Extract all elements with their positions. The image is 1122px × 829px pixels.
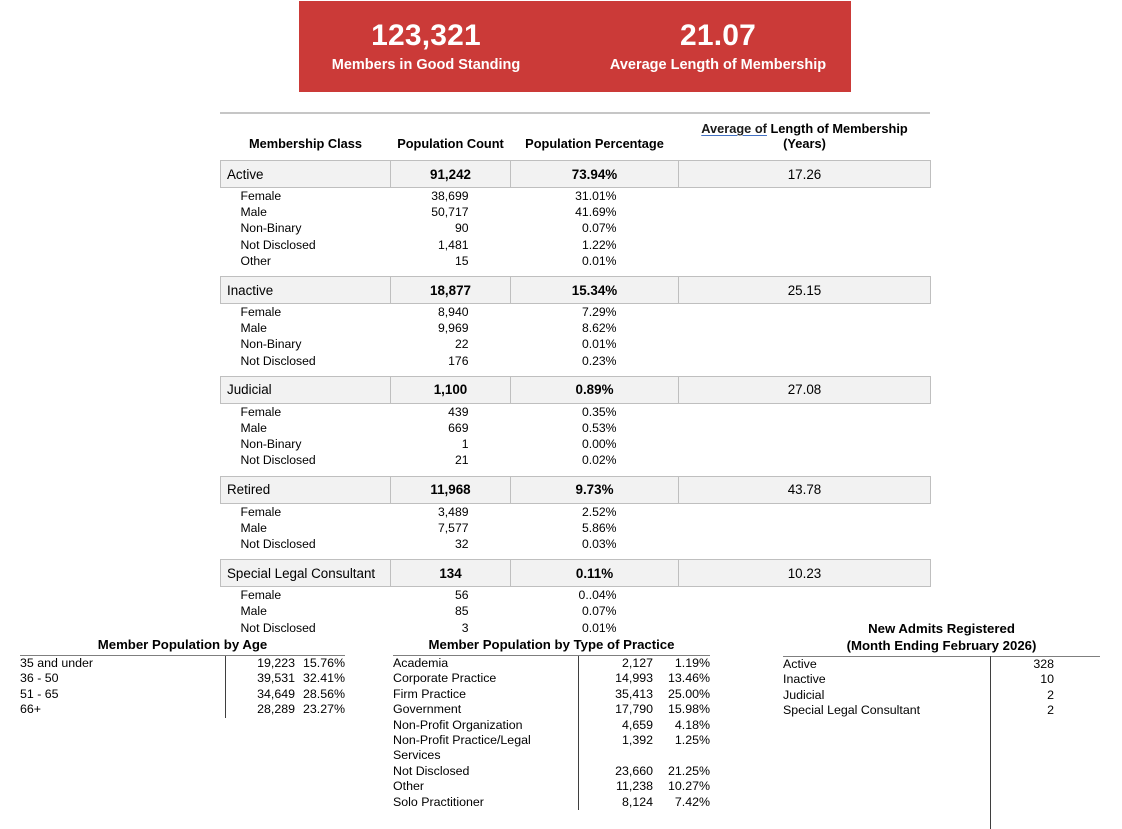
panel-row[interactable] <box>393 718 710 733</box>
panel-admits-title-line2: (Month Ending February 2026) <box>846 638 1037 653</box>
panel-row-label: Special Legal Consultant <box>783 703 921 718</box>
cell-population-percentage: 15.34% <box>511 277 679 304</box>
table-sub-row[interactable] <box>221 436 931 452</box>
cell-gender-percentage: 7.29% <box>511 304 679 321</box>
panel-row-percentage: 13.46% <box>667 671 710 686</box>
panel-row-count: 28,289 <box>225 702 295 717</box>
cell-gender-count: 7,577 <box>391 520 511 536</box>
panel-row-label: 36 - 50 <box>20 671 59 686</box>
table-sub-row[interactable] <box>221 603 931 619</box>
panel-new-admits-registered <box>783 620 1100 719</box>
panel-row-label: Non-Profit Organization <box>393 717 523 732</box>
panel-row-count: 10 <box>1040 672 1054 687</box>
column-header-average-rest: Length of Membership <box>766 121 908 136</box>
cell-gender-label: Other <box>221 253 391 269</box>
panel-row-count: 328 <box>1033 657 1054 671</box>
panel-row-label: Academia <box>393 656 449 670</box>
panel-row-label: 66+ <box>20 702 42 717</box>
cell-gender-label: Male <box>221 320 391 336</box>
cell-population-count: 11,968 <box>391 476 511 503</box>
panel-row-count: 23,660 <box>578 764 653 779</box>
cell-population-percentage: 73.94% <box>511 161 679 188</box>
panel-row-count: 34,649 <box>225 687 295 702</box>
cell-gender-average-blank <box>679 587 931 604</box>
cell-gender-label: Female <box>221 304 391 321</box>
column-header-population-count: Population Count <box>391 114 511 161</box>
cell-gender-count: 3 <box>391 620 511 636</box>
cell-population-count: 134 <box>391 560 511 587</box>
panel-admits-title <box>783 620 1100 656</box>
panel-row[interactable] <box>393 687 710 702</box>
panel-row-count: 4,659 <box>578 718 653 733</box>
cell-gender-average-blank <box>679 336 931 352</box>
cell-gender-count: 439 <box>391 403 511 420</box>
cell-gender-average-blank <box>679 220 931 236</box>
table-sub-row[interactable] <box>221 336 931 352</box>
cell-population-percentage: 0.11% <box>511 560 679 587</box>
panel-row-percentage: 25.00% <box>667 686 710 701</box>
panel-row[interactable] <box>783 657 1100 672</box>
kpi-value-members: 123,321 <box>371 19 481 52</box>
panel-row[interactable] <box>20 671 345 686</box>
panel-row-count: 39,531 <box>225 671 295 686</box>
cell-gender-average-blank <box>679 204 931 220</box>
cell-gender-percentage: 0.53% <box>511 420 679 436</box>
table-class-row[interactable] <box>221 560 931 587</box>
cell-gender-count: 1,481 <box>391 237 511 253</box>
table-group-spacer <box>221 552 931 560</box>
panel-row-count: 14,993 <box>578 671 653 686</box>
cell-gender-label: Not Disclosed <box>221 237 391 253</box>
kpi-card-members-in-good-standing <box>283 18 569 75</box>
panel-row-percentage: 23.27% <box>302 702 345 717</box>
cell-gender-count: 176 <box>391 353 511 369</box>
average-of-link[interactable]: Average of <box>701 121 767 136</box>
table-sub-row[interactable] <box>221 420 931 436</box>
cell-average-length: 10.23 <box>679 560 931 587</box>
column-header-membership-class: Membership Class <box>221 114 391 161</box>
table-sub-row[interactable] <box>221 253 931 269</box>
table-sub-row[interactable] <box>221 536 931 552</box>
cell-membership-class: Judicial <box>221 376 391 403</box>
cell-gender-percentage: 0.07% <box>511 603 679 619</box>
cell-gender-label: Male <box>221 603 391 619</box>
cell-gender-percentage: 0.07% <box>511 220 679 236</box>
cell-gender-count: 3,489 <box>391 503 511 520</box>
panel-row-label: 51 - 65 <box>20 686 59 701</box>
cell-gender-count: 85 <box>391 603 511 619</box>
cell-gender-count: 9,969 <box>391 320 511 336</box>
cell-gender-label: Non-Binary <box>221 436 391 452</box>
cell-gender-average-blank <box>679 304 931 321</box>
panel-member-population-by-age <box>20 637 345 718</box>
panel-row-count: 8,124 <box>578 795 653 810</box>
cell-gender-percentage: 0.01% <box>511 253 679 269</box>
column-header-average-length-of-membership <box>679 114 931 161</box>
cell-population-percentage: 0.89% <box>511 376 679 403</box>
panel-row-label: Corporate Practice <box>393 671 497 686</box>
cell-gender-average-blank <box>679 253 931 269</box>
panel-row[interactable] <box>783 688 1100 703</box>
cell-gender-label: Female <box>221 503 391 520</box>
panel-row-label: Judicial <box>783 687 825 702</box>
cell-average-length: 25.15 <box>679 277 931 304</box>
cell-membership-class: Retired <box>221 476 391 503</box>
column-header-average-units: (Years) <box>783 136 826 151</box>
cell-gender-count: 56 <box>391 587 511 604</box>
cell-membership-class: Active <box>221 161 391 188</box>
panel-admits-divider <box>990 656 991 829</box>
cell-gender-average-blank <box>679 452 931 468</box>
panel-row-label: Government <box>393 702 462 717</box>
cell-gender-count: 38,699 <box>391 188 511 205</box>
panel-admits-title-line1: New Admits Registered <box>868 621 1015 636</box>
table-sub-row[interactable] <box>221 304 931 321</box>
table-sub-row[interactable] <box>221 320 931 336</box>
column-header-population-percentage: Population Percentage <box>511 114 679 161</box>
table-sub-row[interactable] <box>221 220 931 236</box>
panel-row-count: 19,223 <box>225 656 295 671</box>
cell-gender-percentage: 5.86% <box>511 520 679 536</box>
cell-gender-average-blank <box>679 188 931 205</box>
panel-age-title: Member Population by Age <box>97 637 268 652</box>
kpi-value-average: 21.07 <box>679 19 757 52</box>
panel-row-count: 2,127 <box>578 656 653 671</box>
cell-gender-label: Male <box>221 420 391 436</box>
kpi-banner <box>299 1 851 92</box>
table-sub-row[interactable] <box>221 587 931 604</box>
cell-membership-class: Special Legal Consultant <box>221 560 391 587</box>
panel-practice-title: Member Population by Type of Practice <box>428 637 675 652</box>
cell-gender-average-blank <box>679 420 931 436</box>
panel-row-count: 17,790 <box>578 702 653 717</box>
cell-gender-percentage: 8.62% <box>511 320 679 336</box>
table-body <box>221 161 931 636</box>
panel-row-percentage: 10.27% <box>667 779 710 794</box>
cell-gender-label: Female <box>221 188 391 205</box>
cell-gender-label: Male <box>221 204 391 220</box>
table-group-spacer <box>221 269 931 277</box>
cell-population-count: 91,242 <box>391 161 511 188</box>
panel-row-label: Non-Profit Practice/Legal Services <box>393 733 531 763</box>
cell-gender-average-blank <box>679 520 931 536</box>
panel-row-percentage: 32.41% <box>302 671 345 686</box>
table-sub-row[interactable] <box>221 188 931 205</box>
cell-gender-average-blank <box>679 503 931 520</box>
panel-row[interactable] <box>393 671 710 686</box>
table-sub-row[interactable] <box>221 204 931 220</box>
cell-gender-average-blank <box>679 536 931 552</box>
panel-row-label: Firm Practice <box>393 686 466 701</box>
cell-gender-label: Female <box>221 587 391 604</box>
cell-gender-average-blank <box>679 237 931 253</box>
panel-row[interactable] <box>393 733 710 764</box>
panel-row-label: Other <box>393 779 424 794</box>
cell-average-length: 43.78 <box>679 476 931 503</box>
cell-gender-percentage: 0.23% <box>511 353 679 369</box>
table-sub-row[interactable] <box>221 503 931 520</box>
cell-gender-percentage: 1.22% <box>511 237 679 253</box>
cell-population-count: 1,100 <box>391 376 511 403</box>
panel-row[interactable] <box>783 672 1100 687</box>
cell-gender-percentage: 0.00% <box>511 436 679 452</box>
panel-age-body <box>20 656 345 718</box>
kpi-card-average-length-of-membership <box>569 18 867 75</box>
cell-gender-percentage: 2.52% <box>511 503 679 520</box>
cell-gender-average-blank <box>679 403 931 420</box>
cell-gender-percentage: 0.01% <box>511 336 679 352</box>
cell-gender-average-blank <box>679 320 931 336</box>
panel-row-count: 2 <box>1047 687 1054 702</box>
table-header <box>221 114 931 161</box>
table-sub-row[interactable] <box>221 452 931 468</box>
cell-gender-count: 22 <box>391 336 511 352</box>
cell-gender-average-blank <box>679 603 931 619</box>
panel-row[interactable] <box>393 656 710 671</box>
panel-row-count: 1,392 <box>578 733 653 764</box>
cell-gender-count: 8,940 <box>391 304 511 321</box>
panel-row[interactable] <box>393 795 710 810</box>
cell-gender-percentage: 0..04% <box>511 587 679 604</box>
cell-gender-average-blank <box>679 436 931 452</box>
panel-row-percentage: 21.25% <box>667 763 710 778</box>
panel-row-percentage: 7.42% <box>674 794 710 809</box>
cell-gender-count: 21 <box>391 452 511 468</box>
cell-gender-count: 50,717 <box>391 204 511 220</box>
panel-row-count: 35,413 <box>578 687 653 702</box>
panel-row-percentage: 1.25% <box>674 733 710 748</box>
panel-row[interactable] <box>393 702 710 717</box>
cell-gender-percentage: 0.03% <box>511 536 679 552</box>
membership-class-table <box>220 112 930 636</box>
panel-admits-body <box>783 657 1100 719</box>
panel-row-label: Solo Practitioner <box>393 794 484 809</box>
cell-gender-count: 90 <box>391 220 511 236</box>
panel-row-count: 2 <box>1047 703 1054 718</box>
table-class-row[interactable] <box>221 277 931 304</box>
table-sub-row[interactable] <box>221 403 931 420</box>
cell-average-length: 27.08 <box>679 376 931 403</box>
panel-row-label: Not Disclosed <box>393 763 470 778</box>
panel-practice-body <box>393 656 710 810</box>
panel-row[interactable] <box>20 656 345 671</box>
panel-row-percentage: 28.56% <box>302 686 345 701</box>
cell-gender-label: Not Disclosed <box>221 353 391 369</box>
cell-population-count: 18,877 <box>391 277 511 304</box>
cell-average-length: 17.26 <box>679 161 931 188</box>
cell-gender-average-blank <box>679 353 931 369</box>
table-group-spacer <box>221 469 931 477</box>
table-sub-row[interactable] <box>221 237 931 253</box>
panel-row-percentage: 15.98% <box>667 702 710 717</box>
panel-row[interactable] <box>393 779 710 794</box>
panel-row-label: 35 and under <box>20 656 94 670</box>
cell-gender-count: 669 <box>391 420 511 436</box>
cell-gender-label: Not Disclosed <box>221 536 391 552</box>
cell-population-percentage: 9.73% <box>511 476 679 503</box>
panel-row-percentage: 15.76% <box>302 656 345 670</box>
table-class-row[interactable] <box>221 161 931 188</box>
panel-row-label: Active <box>783 657 817 671</box>
panel-row-percentage: 4.18% <box>674 717 710 732</box>
cell-gender-label: Non-Binary <box>221 336 391 352</box>
panel-row[interactable] <box>20 702 345 717</box>
kpi-label-average: Average Length of Membership <box>609 57 827 73</box>
cell-membership-class: Inactive <box>221 277 391 304</box>
cell-gender-percentage: 0.02% <box>511 452 679 468</box>
cell-gender-percentage: 31.01% <box>511 188 679 205</box>
table-group-spacer <box>221 369 931 377</box>
table-class-row[interactable] <box>221 376 931 403</box>
table-class-row[interactable] <box>221 476 931 503</box>
cell-gender-label: Non-Binary <box>221 220 391 236</box>
table-sub-row[interactable] <box>221 520 931 536</box>
cell-gender-count: 1 <box>391 436 511 452</box>
cell-gender-label: Female <box>221 403 391 420</box>
cell-gender-label: Not Disclosed <box>221 620 391 636</box>
panel-row[interactable] <box>393 764 710 779</box>
table-sub-row[interactable] <box>221 353 931 369</box>
panel-row[interactable] <box>783 703 1100 718</box>
cell-gender-count: 32 <box>391 536 511 552</box>
cell-gender-label: Not Disclosed <box>221 452 391 468</box>
panel-member-population-by-type-of-practice <box>393 637 710 810</box>
panel-row-count: 11,238 <box>578 779 653 794</box>
panel-row-label: Inactive <box>783 672 826 687</box>
kpi-label-members: Members in Good Standing <box>331 57 521 73</box>
panel-row-percentage: 1.19% <box>674 656 710 670</box>
cell-gender-percentage: 41.69% <box>511 204 679 220</box>
panel-row[interactable] <box>20 687 345 702</box>
cell-gender-count: 15 <box>391 253 511 269</box>
cell-gender-percentage: 0.01% <box>511 620 679 636</box>
cell-gender-label: Male <box>221 520 391 536</box>
cell-gender-percentage: 0.35% <box>511 403 679 420</box>
